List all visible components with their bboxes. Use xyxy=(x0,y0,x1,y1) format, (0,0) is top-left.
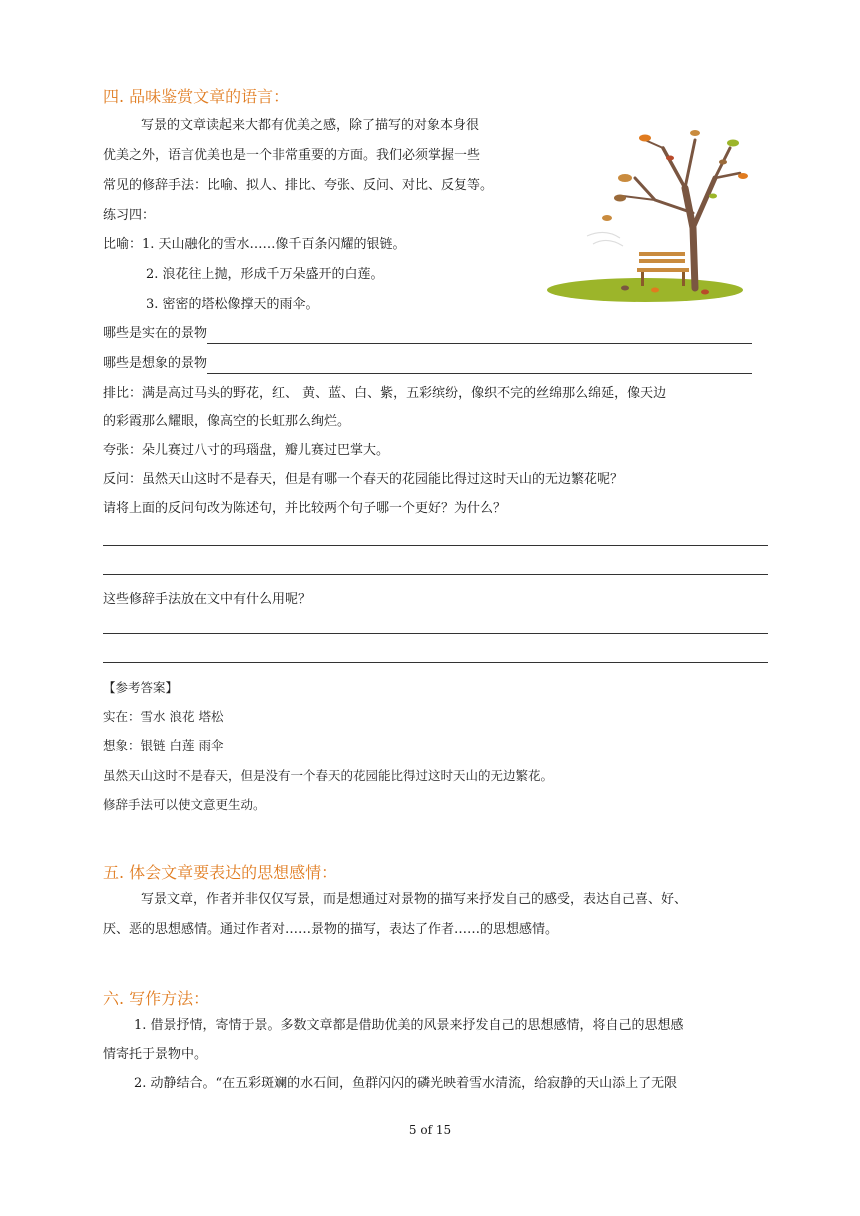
autumn-tree-illustration xyxy=(545,118,750,306)
wind-stroke xyxy=(587,232,620,238)
section-5-heading: 五. 体会文章要表达的思想感情： xyxy=(103,863,338,882)
section-4-heading: 四. 品味鉴赏文章的语言： xyxy=(103,87,290,106)
section-6-line-2: 情寄托于景物中。 xyxy=(103,1047,208,1062)
rhetoric-use-question: 这些修辞手法放在文中有什么用呢？ xyxy=(103,592,312,607)
wind-stroke xyxy=(593,240,623,246)
intro-line-2: 优美之外，语言优美也是一个非常重要的方面。我们必须掌握一些 xyxy=(103,148,481,163)
answer-line-1: 实在：雪水 浪花 塔松 xyxy=(103,709,224,724)
parallelism-line-1: 排比：满是高过马头的野花，红、 黄、蓝、白、紫，五彩缤纷，像织不完的丝绵那么绵延，像天边 xyxy=(103,386,667,401)
metaphor-line-2: 2. 浪花往上抛，形成千万朵盛开的白莲。 xyxy=(146,267,384,282)
section-5-line-2: 厌、恶的思想感情。通过作者对……景物的描写，表达了作者……的思想感情。 xyxy=(103,922,559,937)
imagined-scenery-question: 哪些是想象的景物 xyxy=(103,354,752,374)
answer-line-4: 修辞手法可以使文意更生动。 xyxy=(103,797,266,812)
section-5-line-1: 写景文章，作者并非仅仅写景，而是想通过对景物的描写来抒发自己的感受，表达自己喜、好、 xyxy=(141,892,688,907)
answer-line[interactable] xyxy=(103,633,768,634)
metaphor-line-1: 比喻：1. 天山融化的雪水……像千百条闪耀的银链。 xyxy=(103,237,406,252)
answer-line[interactable] xyxy=(103,574,768,575)
section-6-heading: 六. 写作方法： xyxy=(103,989,210,1008)
parallelism-line-2: 的彩霞那么耀眼，像高空的长虹那么绚烂。 xyxy=(103,414,351,429)
answer-line[interactable] xyxy=(103,662,768,663)
answer-line-3: 虽然天山这时不是春天，但是没有一个春天的花园能比得过这时天山的无边繁花。 xyxy=(103,768,554,783)
section-6-line-3: 2. 动静结合。“在五彩斑斓的水石间，鱼群闪闪的磷光映着雪水清流，给寂静的天山添上了无限 xyxy=(134,1076,678,1091)
answer-line-2: 想象：银链 白莲 雨伞 xyxy=(103,738,224,753)
grass-mound xyxy=(547,278,743,302)
section-6-line-1: 1. 借景抒情，寄情于景。多数文章都是借助优美的风景来抒发自己的思想感情，将自己的思想感 xyxy=(134,1018,684,1033)
answer-line[interactable] xyxy=(103,545,768,546)
exercise-label: 练习四： xyxy=(103,208,156,223)
intro-line-3: 常见的修辞手法：比喻、拟人、排比、夸张、反问、对比、反复等。 xyxy=(103,178,494,193)
answer-line[interactable] xyxy=(207,329,752,344)
real-scenery-question: 哪些是实在的景物 xyxy=(103,324,752,344)
answers-title: 【参考答案】 xyxy=(103,680,179,695)
rewrite-question: 请将上面的反问句改为陈述句，并比较两个句子哪一个更好？为什么？ xyxy=(103,501,507,516)
hyperbole-line: 夸张：朵儿赛过八寸的玛瑙盘，瓣儿赛过巴掌大。 xyxy=(103,443,390,458)
intro-line-1: 写景的文章读起来大都有优美之感，除了描写的对象本身很 xyxy=(141,118,480,133)
rhetorical-question-line: 反问：虽然天山这时不是春天，但是有哪一个春天的花园能比得过这时天山的无边繁花呢？ xyxy=(103,472,624,487)
metaphor-line-3: 3. 密密的塔松像撑天的雨伞。 xyxy=(146,297,319,312)
page-number: 5 of 15 xyxy=(408,1123,452,1137)
answer-line[interactable] xyxy=(207,359,752,374)
